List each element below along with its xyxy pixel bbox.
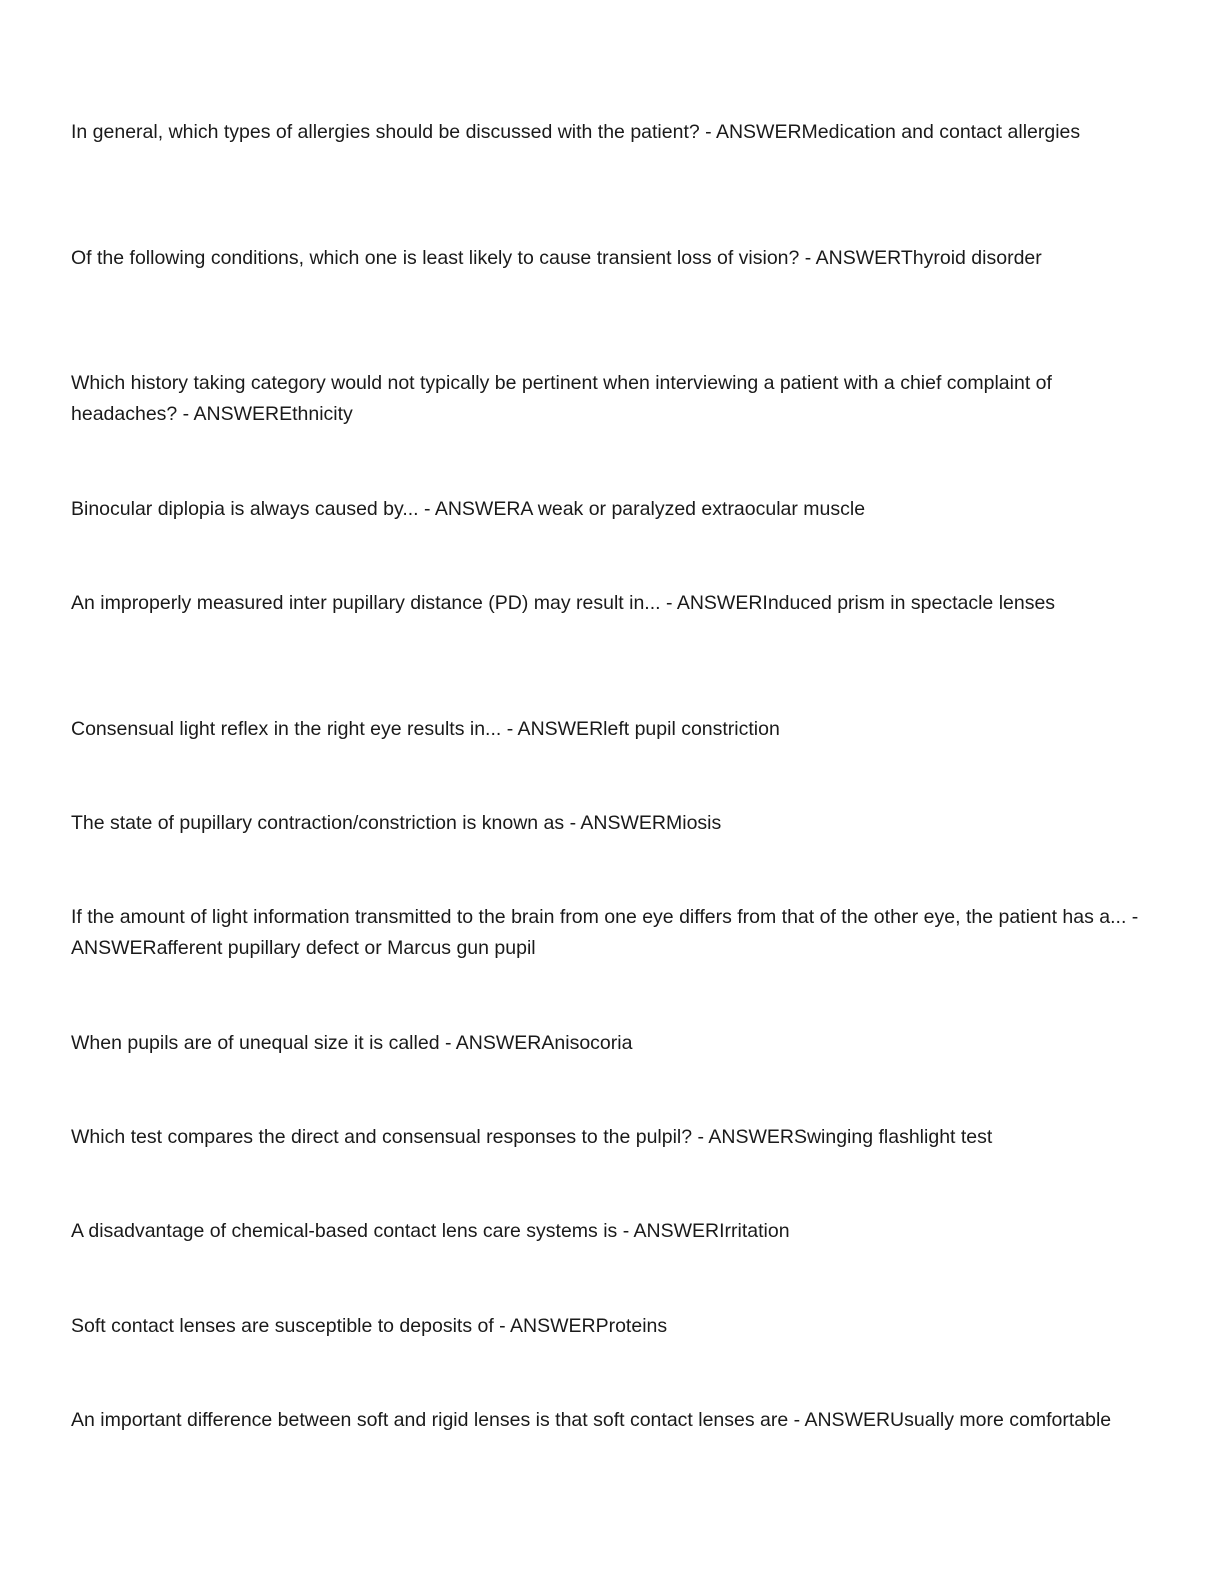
qa-item-pupillary-distance: An improperly measured inter pupillary distance (PD) may result in... - ANSWERInduced prism in spectacle lenses <box>71 592 1056 614</box>
qa-item-afferent-defect: If the amount of light information transmitted to the brain from one eye differs from that of the other eye, the patient has a... - ANSWERafferent pupillary defect or Marcus gun pupil <box>71 906 1139 959</box>
qa-item-miosis: The state of pupillary contraction/constriction is known as - ANSWERMiosis <box>71 812 722 834</box>
qa-item-soft-vs-rigid: An important difference between soft and rigid lenses is that soft contact lenses are - ANSWERUsually more comfortable <box>71 1409 1112 1431</box>
qa-item-history-headaches: Which history taking category would not typically be pertinent when interviewing a patient with a chief complaint of headaches? - ANSWEREthnicity <box>71 372 1052 425</box>
qa-item-anisocoria: When pupils are of unequal size it is called - ANSWERAnisocoria <box>71 1032 633 1054</box>
qa-item-soft-lens-deposits: Soft contact lenses are susceptible to deposits of - ANSWERProteins <box>71 1315 668 1337</box>
qa-item-consensual-reflex: Consensual light reflex in the right eye results in... - ANSWERleft pupil constriction <box>71 718 780 740</box>
qa-item-transient-vision-loss: Of the following conditions, which one is least likely to cause transient loss of vision? - ANSWERThyroid disorder <box>71 247 1042 269</box>
qa-item-swinging-flashlight: Which test compares the direct and consensual responses to the pulpil? - ANSWERSwinging flashlight test <box>71 1126 993 1148</box>
qa-item-chemical-care-systems: A disadvantage of chemical-based contact lens care systems is - ANSWERIrritation <box>71 1220 790 1242</box>
qa-item-allergies: In general, which types of allergies should be discussed with the patient? - ANSWERMedication and contact allergies <box>71 121 1081 143</box>
qa-item-binocular-diplopia: Binocular diplopia is always caused by... - ANSWERA weak or paralyzed extraocular muscle <box>71 498 866 520</box>
